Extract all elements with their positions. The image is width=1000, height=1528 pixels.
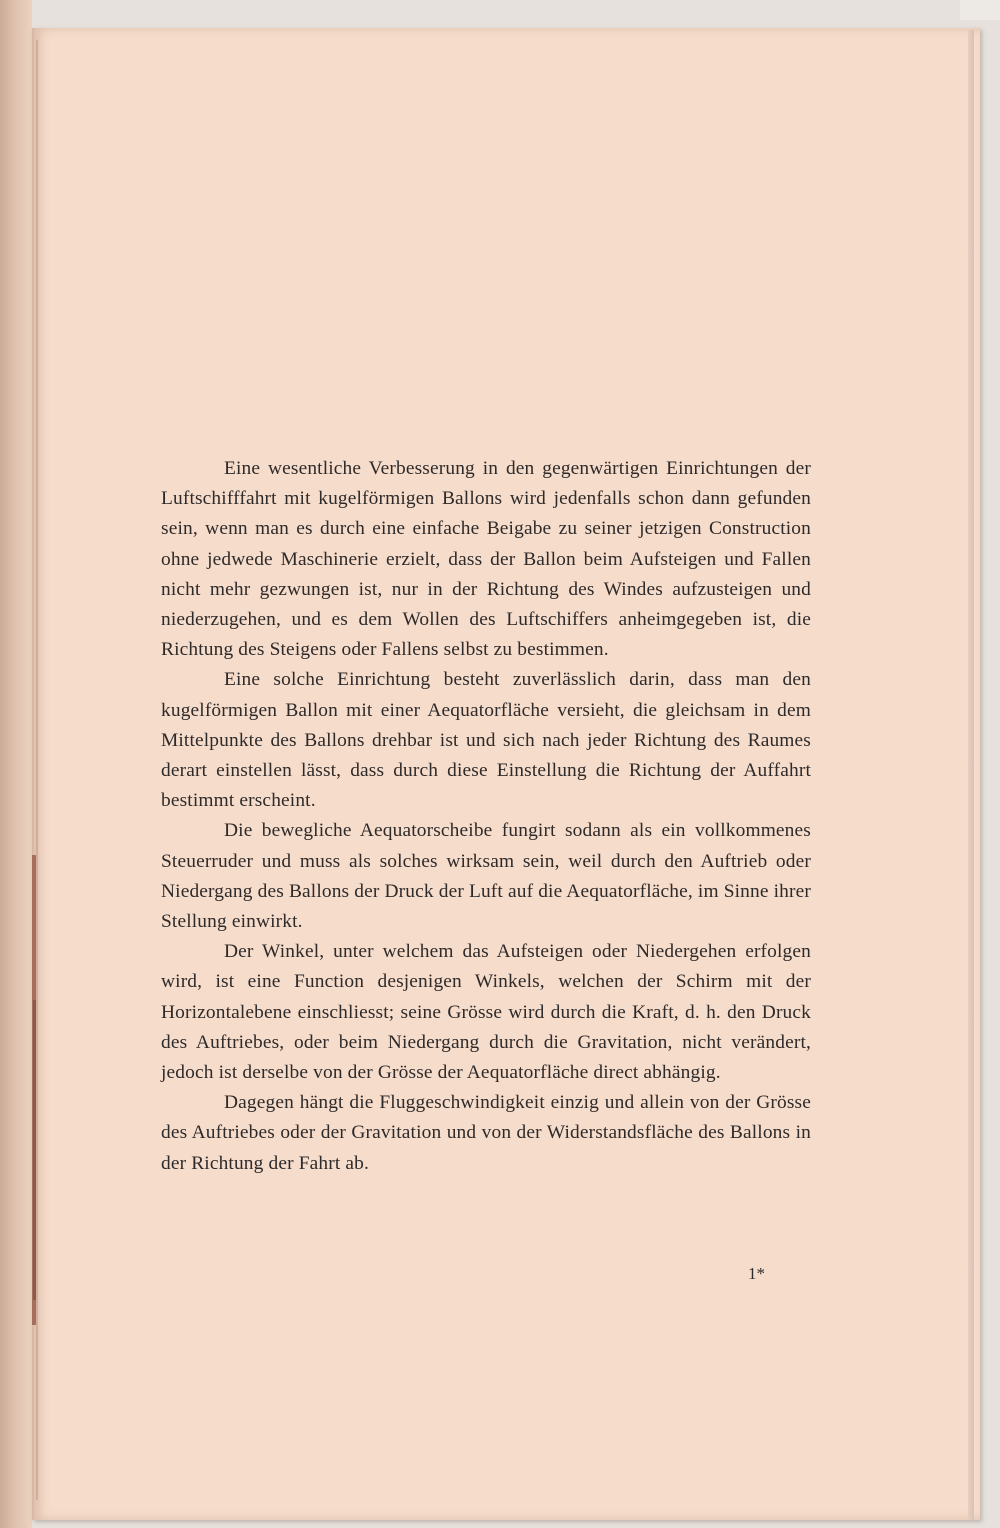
signature-mark: 1* [748,1264,765,1283]
page-fold-line [36,40,38,1500]
paragraph-3: Die bewegliche Aequatorscheibe fungirt sodann als ein vollkommenes Steuerruder und muss als solches wirksam sein, weil durch den Auftrieb oder Niedergang des Ballons der Druck der Luft auf die Aequatorfläche, im Sinne ihrer Stellung einwirkt. [161,820,811,933]
paragraph-4: Der Winkel, unter welchem das Aufsteigen oder Niedergehen erfolgen wird, ist eine Function desjenigen Winkels, welchen der Schirm mit der Horizontalebene einschliesst; seine Grösse wird durch die Kraft, d. h. den Druck des Auftriebes, oder beim Niedergang durch die Gravitation, nicht verändert, jedoch ist derselbe von der Grösse der Aequatorfläche direct abhängig. [161,941,811,1084]
binding-stain [33,1000,36,1300]
underlying-page [0,0,32,1528]
background [960,0,1000,20]
page-edge [968,30,974,1520]
paragraph-1: Eine wesentliche Verbesserung in den gegenwärtigen Einrichtungen der Luftschifffahrt mit kugelförmigen Ballons wird jedenfalls schon dann gefunden sein, wenn man es durch eine einfache Beigabe zu seiner jetzigen Construction ohne jedwede Maschinerie erzielt, dass der Ballon beim Aufsteigen und Fallen nicht mehr gezwungen ist, nur in der Richtung des Windes aufzusteigen und niederzugehen, und es dem Wollen des Luftschiffers anheimgegeben ist, die Richtung des Steigens oder Fallens selbst zu bestimmen. [161,458,811,661]
paragraph-2: Eine solche Einrichtung besteht zuverlässlich darin, dass man den kugelförmigen Ballon mit einer Aequatorfläche versieht, die gleichsam in dem Mittelpunkte des Ballons drehbar ist und sich nach jeder Richtung des Raumes derart einstellen lässt, dass durch diese Einstellung die Richtung der Auffahrt bestimmt erscheint. [161,669,811,812]
paragraph-5: Dagegen hängt die Fluggeschwindigkeit einzig und allein von der Grösse des Auftriebes oder der Gravitation und von der Widerstandsfläche des Ballons in der Richtung der Fahrt ab. [161,1092,811,1174]
body-text [161,454,811,1179]
